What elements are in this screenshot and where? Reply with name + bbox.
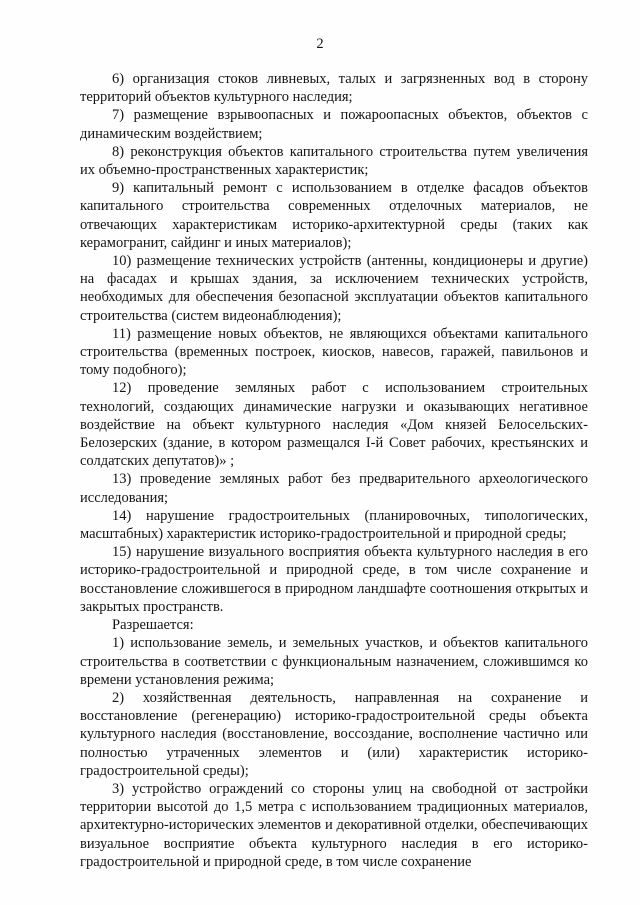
paragraph-prohibition-12: 12) проведение земляных работ с использованием строительных технологий, создающих динамические нагрузки и оказывающих негативное воздействие на объект культурного наследия «Дом князей Белосельских-Белозерских (здание, в котором размещался I-й Совет рабочих, крестьянских и солдатских депутатов)» ;: [80, 380, 588, 470]
paragraph-allowed-1: 1) использование земель, и земельных участков, и объектов капитального строительства в соответствии с функциональным назначением, сложившимся ко времени установления режима;: [80, 635, 588, 688]
paragraph-prohibition-10: 10) размещение технических устройств (антенны, кондиционеры и другие) на фасадах и крышах здания, за исключением технических устройств, необходимых для обеспечения безопасной эксплуатации объектов капитального строительства (систем видеонаблюдения);: [80, 253, 588, 324]
paragraph-prohibition-15: 15) нарушение визуального восприятия объекта культурного наследия в его историко-градостроительной и природной среде, в том числе сохранение и восстановление сложившегося в природном ландшафте соотношения открытых и закрытых пространств.: [80, 544, 588, 615]
paragraph-prohibition-13: 13) проведение земляных работ без предварительного археологического исследования;: [80, 471, 588, 506]
paragraph-prohibition-9: 9) капитальный ремонт с использованием в отделке фасадов объектов капитального строительства современных отделочных материалов, не отвечающих характеристикам историко-архитектурной среды (таких как керамогранит, сайдинг и иных материалов);: [80, 180, 588, 251]
paragraph-allowed-2: 2) хозяйственная деятельность, направленная на сохранение и восстановление (регенерацию) историко-градостроительной среды объекта культурного наследия (восстановление, воссоздание, восполнение частично или полностью утраченных элементов и (или) характеристик историко-градостроительной среды);: [80, 689, 588, 779]
paragraph-allowed-3: 3) устройство ограждений со стороны улиц на свободной от застройки территории высотой до 1,5 метра с использованием традиционных материалов, архитектурно-исторических элементов и декоративной отделки, обеспечивающих визуальное восприятие объекта культурного наследия в его историко-градостроительной и природной среде, в том числе сохранение: [80, 780, 588, 870]
section-heading-allowed: Разрешается:: [112, 617, 194, 634]
paragraph-prohibition-14: 14) нарушение градостроительных (планировочных, типологических, масштабных) характеристик историко-градостроительной и природной среды;: [80, 507, 588, 543]
page-number: 2: [316, 36, 324, 52]
paragraph-prohibition-8: 8) реконструкция объектов капитального строительства путем увеличения их объемно-пространственных характеристик;: [80, 143, 588, 179]
paragraph-prohibition-6: 6) организация стоков ливневых, талых и загрязненных вод в сторону территорий объектов культурного наследия;: [80, 71, 588, 106]
paragraph-prohibition-11: 11) размещение новых объектов, не являющихся объектами капитального строительства (временных построек, киосков, навесов, гаражей, павильонов и тому подобного);: [80, 325, 588, 379]
document-body: [80, 70, 588, 871]
paragraph-prohibition-7: 7) размещение взрывоопасных и пожароопасных объектов, объектов с динамическим воздействием;: [80, 107, 588, 142]
